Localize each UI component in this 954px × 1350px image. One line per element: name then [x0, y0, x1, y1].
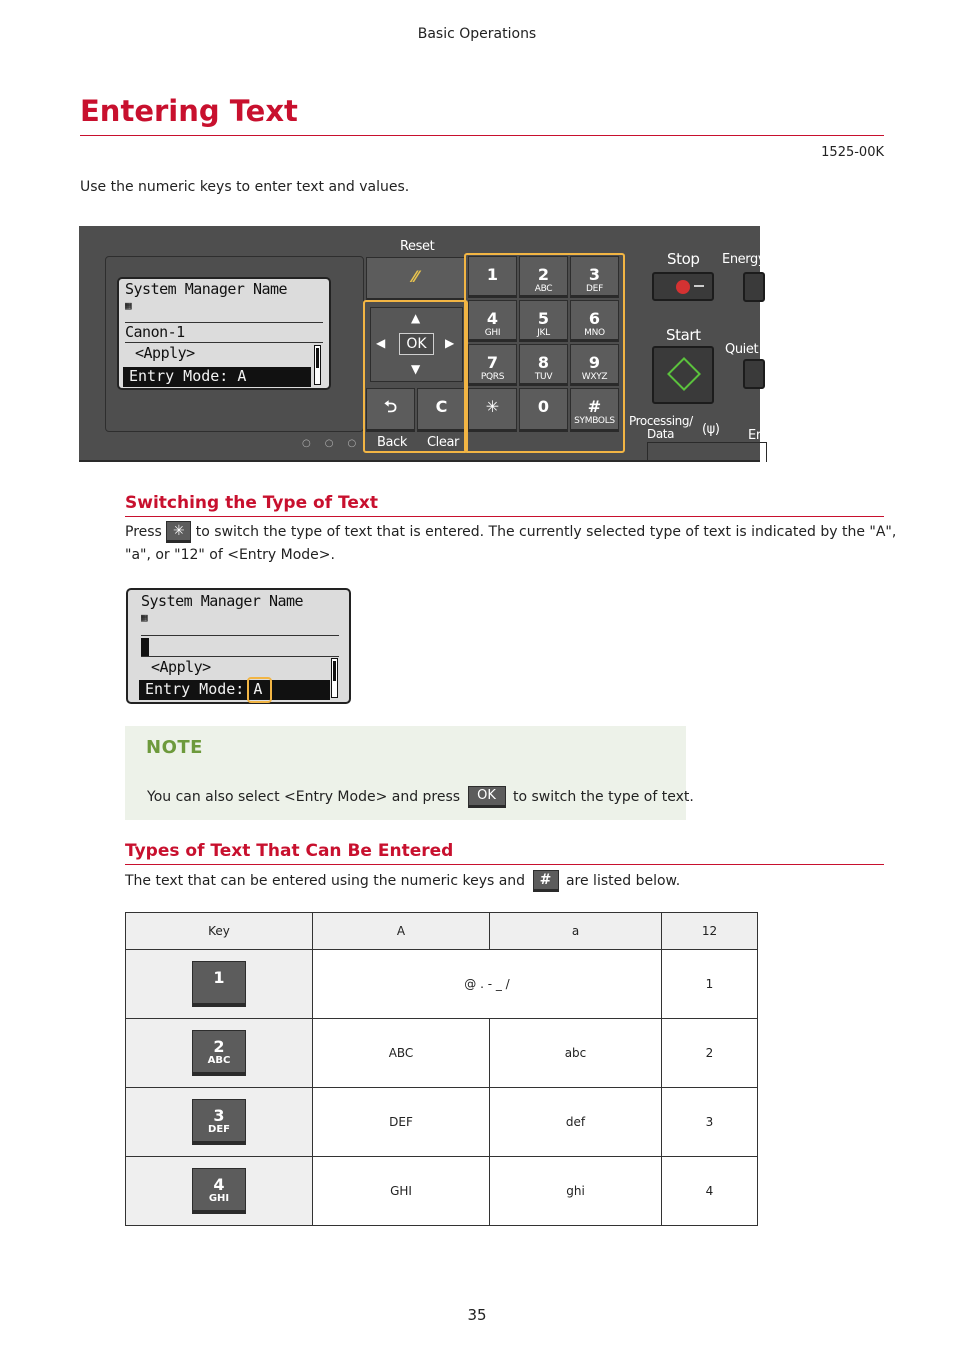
note-box: [125, 726, 694, 820]
wireless-icon: (ψ): [702, 422, 720, 437]
symbols-key[interactable]: # SYMBOLS: [570, 388, 619, 432]
key-3-icon: 3 DEF: [192, 1099, 246, 1145]
column-header-numeric: 12: [662, 913, 758, 950]
lcd-line-value: Canon-1: [125, 323, 185, 341]
stop-button[interactable]: [652, 272, 714, 301]
lcd-rule: [141, 635, 339, 636]
energy-saver-button[interactable]: [743, 272, 765, 302]
error-label: Er: [748, 428, 761, 443]
numeric-key-4[interactable]: 4 GHI: [468, 300, 517, 342]
right-arrow-icon[interactable]: ▶: [445, 336, 455, 350]
uppercase-cell: DEF: [313, 1088, 490, 1157]
clear-key[interactable]: C: [417, 388, 466, 432]
key-4-icon: 4 GHI: [192, 1168, 246, 1214]
keyboard-icon: ▦: [125, 299, 132, 312]
lowercase-cell: ghi: [490, 1157, 662, 1226]
section-divider: [125, 864, 884, 865]
key-cell: [126, 1157, 313, 1226]
hash-key-icon: #: [533, 870, 559, 892]
reset-key[interactable]: ⁄⁄: [366, 257, 465, 301]
note-text: You can also select <Entry Mode> and press OK to switch the type of text.: [147, 786, 694, 808]
numeric-cell: 1: [662, 950, 758, 1019]
back-label: Back: [377, 435, 407, 450]
quiet-button[interactable]: [743, 359, 765, 389]
lowercase-cell: abc: [490, 1019, 662, 1088]
data-label: Data: [647, 427, 675, 441]
clear-label: Clear: [427, 435, 459, 450]
numeric-key-2[interactable]: 2 ABC: [519, 256, 568, 298]
down-arrow-icon[interactable]: ▼: [411, 362, 421, 376]
lcd-line-title: System Manager Name: [125, 280, 288, 298]
lcd-scrollbar: [314, 345, 321, 385]
back-key[interactable]: ⮌: [366, 388, 415, 432]
status-dots: ○○○: [302, 438, 371, 449]
text-types-table: [125, 912, 758, 1226]
asterisk-key[interactable]: ✳: [468, 388, 517, 432]
lcd-rule: [141, 656, 339, 657]
running-header: Basic Operations: [417, 26, 537, 42]
page-number: 35: [467, 1306, 487, 1324]
section-heading-switching: Switching the Type of Text: [125, 493, 379, 513]
switching-paragraph-cont: "a", or "12" of <Entry Mode>.: [125, 547, 335, 563]
lcd-line-entry-mode: Entry Mode: A: [123, 367, 311, 387]
panel-lcd-display: [117, 277, 331, 390]
intro-text: Use the numeric keys to enter text and values.: [80, 179, 410, 195]
lcd-rule: [125, 342, 323, 343]
uppercase-cell: ABC: [313, 1019, 490, 1088]
entry-mode-value: A: [253, 680, 263, 698]
numeric-key-1[interactable]: 1: [468, 256, 517, 298]
table-row: [126, 1157, 758, 1226]
lcd-line-apply: <Apply>: [151, 658, 211, 676]
left-arrow-icon[interactable]: ◀: [376, 336, 386, 350]
table-row: [126, 950, 758, 1019]
lcd-line-entry-mode: Entry Mode: A: [139, 680, 330, 700]
entry-mode-highlight: [247, 677, 272, 703]
reset-label: Reset: [400, 239, 435, 254]
key-cell: [126, 950, 313, 1019]
document-id: 1525-00K: [821, 145, 884, 160]
table-row: [126, 1088, 758, 1157]
entry-mode-lcd: [126, 588, 351, 704]
page-title: Entering Text: [80, 94, 298, 128]
numeric-key-9[interactable]: 9 WXYZ: [570, 344, 619, 386]
numeric-cell: 3: [662, 1088, 758, 1157]
start-button[interactable]: [652, 346, 714, 404]
key-1-icon: 1: [192, 961, 246, 1007]
numeric-key-8[interactable]: 8 TUV: [519, 344, 568, 386]
numeric-key-6[interactable]: 6 MNO: [570, 300, 619, 342]
symbols-cell: @ . - _ /: [313, 950, 662, 1019]
table-header-row: [126, 913, 758, 950]
title-divider: [80, 135, 884, 136]
asterisk-key-icon: ✳: [166, 521, 191, 543]
types-paragraph: The text that can be entered using the numeric keys and # are listed below.: [125, 870, 680, 893]
section-divider: [125, 516, 884, 517]
ok-key-icon: OK: [468, 786, 506, 808]
control-panel-illustration: [79, 226, 766, 462]
lcd-line-title: System Manager Name: [141, 592, 304, 610]
lcd-line-apply: <Apply>: [135, 344, 195, 362]
text-cursor: [141, 638, 149, 656]
stop-label: Stop: [667, 250, 700, 268]
start-icon: [667, 357, 701, 391]
lowercase-cell: def: [490, 1088, 662, 1157]
stop-icon: [676, 280, 690, 294]
numeric-key-5[interactable]: 5 JKL: [519, 300, 568, 342]
numeric-cell: 4: [662, 1157, 758, 1226]
start-label: Start: [666, 326, 701, 344]
key-2-icon: 2 ABC: [192, 1030, 246, 1076]
ok-key[interactable]: OK: [399, 333, 434, 355]
numeric-key-0[interactable]: 0: [519, 388, 568, 432]
section-heading-types: Types of Text That Can Be Entered: [125, 841, 454, 861]
energy-label: Energy: [722, 252, 766, 267]
numeric-key-3[interactable]: 3 DEF: [570, 256, 619, 298]
lcd-scrollbar: [331, 658, 338, 698]
keypad-highlight: [363, 300, 468, 453]
indicator-strip: [647, 442, 767, 462]
keyboard-icon: ▦: [141, 611, 148, 624]
key-cell: [126, 1019, 313, 1088]
keypad-highlight: [464, 253, 625, 453]
numeric-cell: 2: [662, 1019, 758, 1088]
note-heading: NOTE: [146, 737, 203, 758]
uppercase-cell: GHI: [313, 1157, 490, 1226]
column-header-lower: a: [490, 913, 662, 950]
processing-label: Processing/: [629, 414, 693, 428]
numeric-key-7[interactable]: 7 PQRS: [468, 344, 517, 386]
up-arrow-icon[interactable]: ▲: [411, 311, 421, 325]
table-row: [126, 1019, 758, 1088]
column-header-upper: A: [313, 913, 490, 950]
column-header-key: Key: [126, 913, 313, 950]
key-cell: [126, 1088, 313, 1157]
quiet-label: Quiet: [725, 342, 759, 357]
switching-paragraph: Press ✳ to switch the type of text that is entered. The currently selected type of text is indicated by the "A",: [125, 521, 896, 544]
